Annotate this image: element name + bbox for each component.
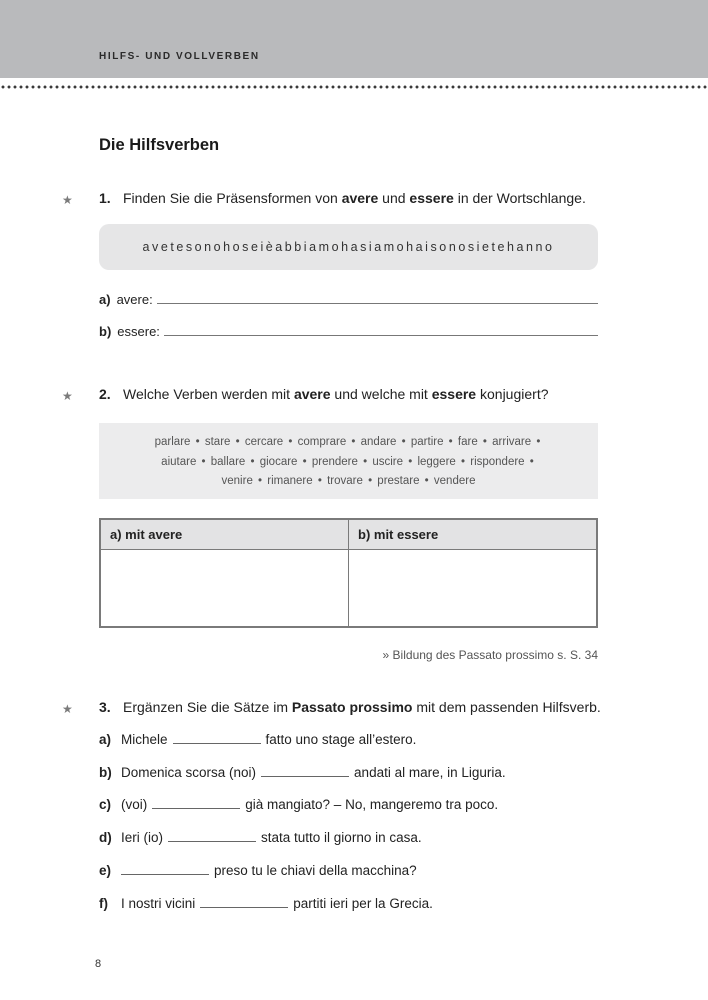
- verb-item: rispondere: [470, 455, 525, 468]
- word-snake: avetesonohoseièabbiamohasiamohaisonosietehanno: [99, 224, 598, 270]
- bullet-separator: •: [198, 455, 209, 468]
- sentence-item: d) Ieri (io) stata tutto il giorno in casa.: [99, 830, 422, 845]
- verb-list-line: [99, 453, 598, 473]
- exercise-1-instruction: 1. Finden Sie die Präsensformen von avere und essere in der Wortschlange.: [99, 190, 586, 206]
- table-cell-avere[interactable]: [101, 550, 349, 626]
- bullet-separator: •: [314, 475, 326, 487]
- bullet-separator: •: [359, 455, 371, 468]
- exercise-number: 1.: [99, 190, 111, 206]
- answer-line[interactable]: [164, 335, 598, 336]
- bullet-separator: •: [457, 455, 469, 468]
- bullet-separator: •: [232, 436, 243, 448]
- verb-item: uscire: [372, 455, 404, 468]
- exercise-number: 2.: [99, 386, 111, 402]
- page-number: 8: [95, 958, 102, 970]
- grammar-reference: » Bildung des Passato prossimo s. S. 34: [382, 648, 598, 662]
- table-cell-essere[interactable]: [349, 550, 596, 626]
- bullet-separator: •: [364, 475, 376, 487]
- answer-row-avere[interactable]: a) avere:: [99, 287, 598, 307]
- verb-item: arrivare: [492, 436, 532, 448]
- exercise-number: 3.: [99, 699, 111, 715]
- bullet-separator: •: [192, 436, 203, 448]
- verb-item: andare: [360, 436, 397, 448]
- bullet-separator: •: [405, 455, 416, 468]
- bullet-separator: •: [398, 436, 409, 448]
- verb-item: fare: [457, 436, 478, 448]
- verb-list-line: [99, 472, 598, 492]
- avere-essere-table: [99, 518, 598, 628]
- fill-in-blank[interactable]: [261, 776, 349, 777]
- sentence-item: e) preso tu le chiavi della macchina?: [99, 863, 417, 878]
- page-title: Die Hilfsverben: [99, 136, 220, 154]
- fill-in-blank[interactable]: [168, 841, 256, 842]
- star-icon: ★: [62, 702, 73, 716]
- verb-item: giocare: [259, 455, 298, 468]
- sentence-item: a) Michele fatto uno stage all’estero.: [99, 732, 417, 747]
- sentence-item: f) I nostri vicini partiti ieri per la Grecia.: [99, 896, 433, 911]
- sentence-item: c) (voi) già mangiato? – No, mangeremo tra poco.: [99, 797, 499, 812]
- verb-list-box: [99, 423, 598, 499]
- sentence-item: b) Domenica scorsa (noi) andati al mare, in Liguria.: [99, 765, 506, 780]
- fill-in-blank[interactable]: [121, 874, 209, 875]
- table-header-avere: a) mit avere: [101, 520, 349, 549]
- fill-in-blank[interactable]: [152, 808, 240, 809]
- bullet-separator: •: [526, 455, 534, 468]
- exercise-2-instruction: 2. Welche Verben werden mit avere und welche mit essere konjugiert?: [99, 386, 549, 402]
- star-icon: ★: [62, 193, 73, 207]
- bullet-separator: •: [299, 455, 310, 468]
- verb-item: vendere: [433, 475, 476, 487]
- verb-item: venire: [221, 475, 253, 487]
- bullet-separator: •: [247, 455, 258, 468]
- verb-item: comprare: [297, 436, 347, 448]
- verb-item: ballare: [210, 455, 246, 468]
- section-title: HILFS- UND VOLLVERBEN: [99, 51, 260, 62]
- verb-item: partire: [410, 436, 444, 448]
- verb-item: trovare: [327, 475, 363, 487]
- verb-item: prendere: [311, 455, 358, 468]
- verb-item: leggere: [417, 455, 456, 468]
- bullet-separator: •: [254, 475, 266, 487]
- dotted-divider: [0, 85, 708, 89]
- bullet-separator: •: [421, 475, 432, 487]
- fill-in-blank[interactable]: [200, 907, 288, 908]
- bullet-separator: •: [479, 436, 491, 448]
- fill-in-blank[interactable]: [173, 743, 261, 744]
- table-header-essere: b) mit essere: [358, 527, 439, 542]
- star-icon: ★: [62, 389, 73, 403]
- bullet-separator: •: [533, 436, 541, 448]
- bullet-separator: •: [285, 436, 296, 448]
- verb-list-line: [99, 433, 598, 453]
- verb-item: prestare: [377, 475, 420, 487]
- answer-line[interactable]: [157, 303, 598, 304]
- verb-item: stare: [204, 436, 231, 448]
- exercise-3-instruction: 3. Ergänzen Sie die Sätze im Passato prossimo mit dem passenden Hilfsverb.: [99, 699, 601, 715]
- verb-item: rimanere: [267, 475, 313, 487]
- header-band: [0, 0, 708, 78]
- verb-item: aiutare: [161, 455, 197, 468]
- bullet-separator: •: [348, 436, 359, 448]
- bullet-separator: •: [445, 436, 456, 448]
- verb-item: cercare: [244, 436, 284, 448]
- answer-row-essere[interactable]: b) essere:: [99, 319, 598, 339]
- verb-item: parlare: [154, 436, 191, 448]
